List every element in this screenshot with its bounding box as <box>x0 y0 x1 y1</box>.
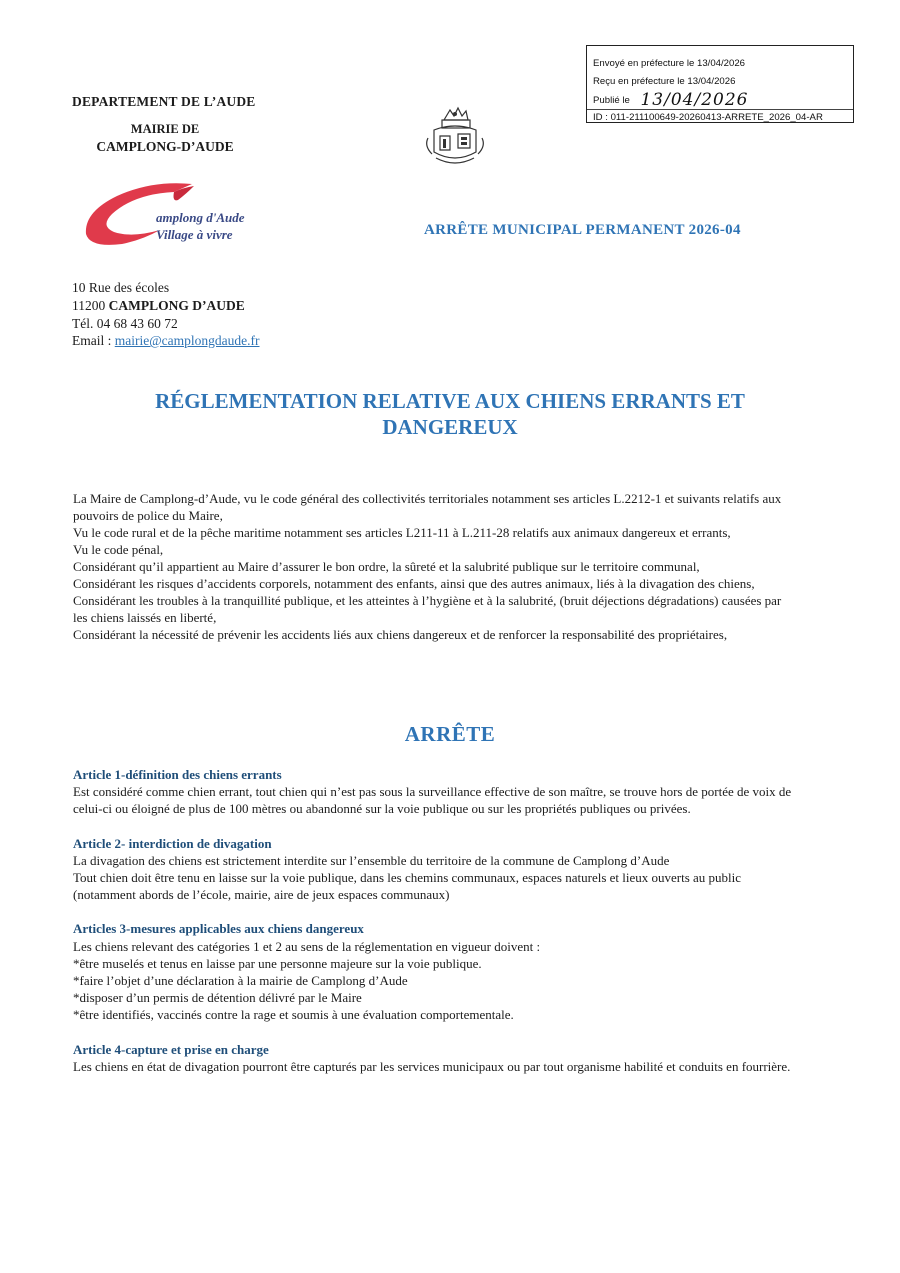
preamble-line: Vu le code pénal, <box>73 542 164 557</box>
preamble-line: Vu le code rural et de la pêche maritime notamment ses articles L211-11 à L.211-28 relatifs aux animaux dangereux et errants, <box>73 525 731 540</box>
title-line-1: RÉGLEMENTATION RELATIVE AUX CHIENS ERRANTS ET <box>155 389 745 413</box>
logo-text-line2: Village à vivre <box>156 227 233 242</box>
stamp-id: ID : 011-211100649-20260413-ARRETE_2026_04-AR <box>587 109 853 126</box>
arrete-number: ARRÊTE MUNICIPAL PERMANENT 2026-04 <box>424 222 741 238</box>
address-city: CAMPLONG D’AUDE <box>108 298 245 313</box>
address-email-line <box>72 333 260 349</box>
article-title: Article 4-capture et prise en charge <box>73 1041 269 1057</box>
preamble <box>73 490 793 643</box>
stamp-publie-label: Publié le <box>593 95 630 106</box>
department-name: DEPARTEMENT DE L’AUDE <box>72 94 256 109</box>
address-postcode: 11200 <box>72 298 106 313</box>
address-city-line <box>72 298 245 314</box>
article-title: Article 2- interdiction de divagation <box>73 835 272 851</box>
article-line: *être muselés et tenus en laisse par une personne majeure sur la voie publique. <box>73 955 482 971</box>
article-line: Tout chien doit être tenu en laisse sur la voie publique, dans les chemins communaux, espaces naturels et lieux ouverts au public (notamment abords de l’école, mairie, aire de jeux espaces communaux) <box>73 870 742 903</box>
article-line: Est considéré comme chien errant, tout chien qui n’est pas sous la surveillance effective de son maître, se trouve hors de portée de voix de celui-ci ou éloigné de plus de 100 mètres ou abandonné sur la voie publique ou sur les propriétés publiques ou privées. <box>73 784 792 817</box>
article-3 <box>73 920 793 1023</box>
articles <box>73 766 793 1092</box>
email-link[interactable]: mairie@camplongdaude.fr <box>114 333 260 348</box>
stamp-publie <box>593 91 853 109</box>
mairie-label: MAIRIE DE <box>130 122 200 136</box>
article-4 <box>73 1041 793 1075</box>
article-line: *faire l’objet d’une déclaration à la mairie de Camplong d’Aude <box>73 973 408 989</box>
article-title: Articles 3-mesures applicables aux chiens dangereux <box>73 921 364 937</box>
article-1 <box>73 766 793 818</box>
address-phone: Tél. 04 68 43 60 72 <box>72 316 178 331</box>
article-2 <box>73 835 793 904</box>
document-title <box>60 388 840 440</box>
preamble-line: Considérant qu’il appartient au Maire d’assurer le bon ordre, la sûreté et la salubrité publique sur le territoire communal, <box>73 559 700 574</box>
logo-text-line1: amplong d'Aude <box>156 210 245 225</box>
town-emblem-icon <box>420 102 490 170</box>
address-street: 10 Rue des écoles <box>72 280 170 295</box>
commune-name: CAMPLONG-D’AUDE <box>96 139 234 154</box>
article-title: Article 1-définition des chiens errants <box>73 767 282 782</box>
stamp-recu: Reçu en préfecture le 13/04/2026 <box>593 76 736 87</box>
preamble-line: La Maire de Camplong-d’Aude, vu le code général des collectivités territoriales notamment ses articles L.2212-1 et suivants relatifs aux pouvoirs de police du Maire, <box>73 491 782 523</box>
prefecture-stamp <box>586 45 854 123</box>
arrete-heading: ARRÊTE <box>404 722 496 746</box>
preamble-line: Considérant les troubles à la tranquillité publique, et les atteintes à l’hygiène et à la salubrité, (bruit déjections dégradations) causées par les chiens laissés en liberté, <box>73 593 782 625</box>
stamp-publie-handwritten-date: 13/04/2026 <box>640 90 749 110</box>
article-line: *être identifiés, vaccinés contre la rage et soumis à une évaluation comportementale. <box>73 1007 514 1023</box>
preamble-line: Considérant les risques d’accidents corporels, notamment des enfants, ainsi que des autres animaux, liés à la divagation des chiens, <box>73 576 755 591</box>
article-line: *disposer d’un permis de détention délivré par le Maire <box>73 990 362 1006</box>
article-line: Les chiens en état de divagation pourront être capturés par les services municipaux ou par tout organisme habilité et conduits en fourrière. <box>73 1058 791 1074</box>
stamp-envoye: Envoyé en préfecture le 13/04/2026 <box>593 58 746 69</box>
article-line: Les chiens relevant des catégories 1 et 2 au sens de la réglementation en vigueur doivent : <box>73 938 541 954</box>
article-line: La divagation des chiens est strictement interdite sur l’ensemble du territoire de la commune de Camplong d’Aude <box>73 852 670 868</box>
preamble-line: Considérant la nécessité de prévenir les accidents liés aux chiens dangereux et de renforcer la responsabilité des propriétaires, <box>73 627 728 642</box>
title-line-2: DANGEREUX <box>382 415 518 439</box>
email-label: Email : <box>72 333 112 348</box>
